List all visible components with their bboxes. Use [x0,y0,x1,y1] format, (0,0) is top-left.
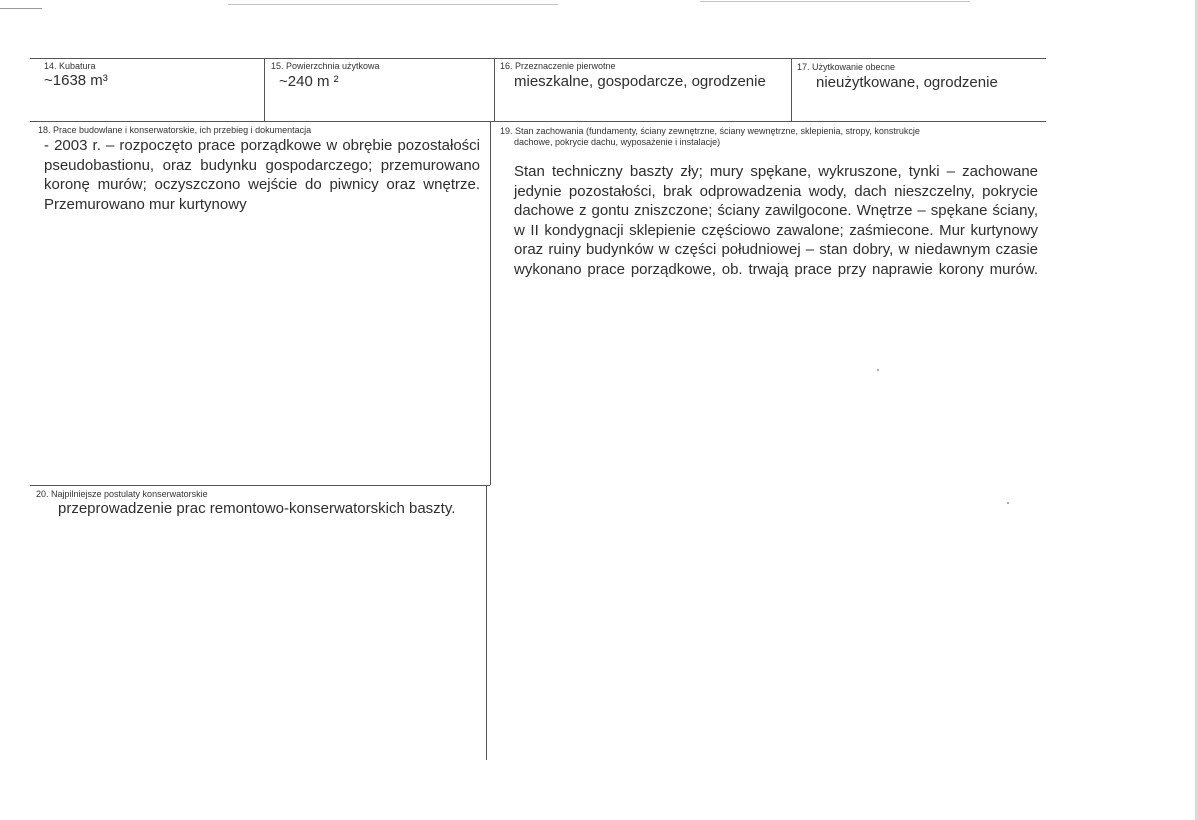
scan-speck [877,369,879,371]
section-18-line: pseudobastionu, oraz budynku gospodarczego; przemurowano [44,156,480,174]
section20-top-border [30,485,490,486]
section-19-line: jedynie pozostałości, brak odprowadzenia wody, dach nieszczelny, pokrycie [514,182,1038,200]
section-18-line: Przemurowano mur kurtynowy [44,195,247,213]
field-14-value: ~1638 m³ [44,72,108,89]
section-20-label: 20. Najpilniejsze postulaty konserwatorskie [36,489,208,499]
section-19-label-line2: dachowe, pokrycie dachu, wyposażenie i instalacje) [514,137,721,147]
field-16-value: mieszkalne, gospodarcze, ogrodzenie [514,73,766,90]
section-18-text [44,136,480,214]
section-19-line: wykonano prace porządkowe, ob. trwają prace przy naprawie korony murów. [514,260,1038,278]
section-19-label-line1: 19. Stan zachowania (fundamenty, ściany zewnętrzne, ściany wewnętrzne, sklepienia, stropy, konstrukcje [500,126,920,136]
section-18-line: koronę murów; oczyszczono wejście do piwnicy oraz wnętrze. [44,176,480,193]
field-16-label: 16. Przeznaczenie pierwotne [500,61,616,71]
main-column-divider-lower [486,485,487,760]
top-border [30,58,1046,59]
scan-artifact-line [700,1,970,2]
scan-artifact-line [0,8,42,9]
section-18-line: - 2003 r. – rozpoczęto prace porządkowe w obrębie pozostałości [44,137,480,154]
main-column-divider [490,121,491,485]
section-19-line: w II kondygnacji sklepienie częściowo zawalone; zaśmiecone. Mur kurtynowy [514,221,1038,239]
section-19-line: oraz ruiny budynków w części południowej – stan dobry, w niedawnym czasie [514,241,1038,258]
section-19-line: dachowe z gontu zniszczone; ściany zawilgocone. Wnętrze – spękane ściany, [514,202,1038,219]
field-14-label: 14. Kubatura [44,61,96,71]
row-divider [30,121,1046,122]
section-20-value: przeprowadzenie prac remontowo-konserwatorskich baszty. [58,500,456,517]
section-19-line: Stan techniczny baszty zły; mury spękane, wykruszone, tynki – zachowane [514,163,1038,180]
column-divider-15 [264,58,265,121]
field-15-value: ~240 m ² [279,73,339,90]
column-divider-16 [494,58,495,121]
field-17-value: nieużytkowane, ogrodzenie [816,74,998,91]
field-15-label: 15. Powierzchnia użytkowa [271,61,380,71]
field-17-label: 17. Użytkowanie obecne [797,62,896,72]
section-19-text [514,162,1038,279]
section-18-label: 18. Prace budowlane i konserwatorskie, ich przebieg i dokumentacja [38,125,312,135]
scan-speck [1007,502,1009,504]
column-divider-17 [791,58,792,121]
scan-artifact-line [228,4,558,5]
